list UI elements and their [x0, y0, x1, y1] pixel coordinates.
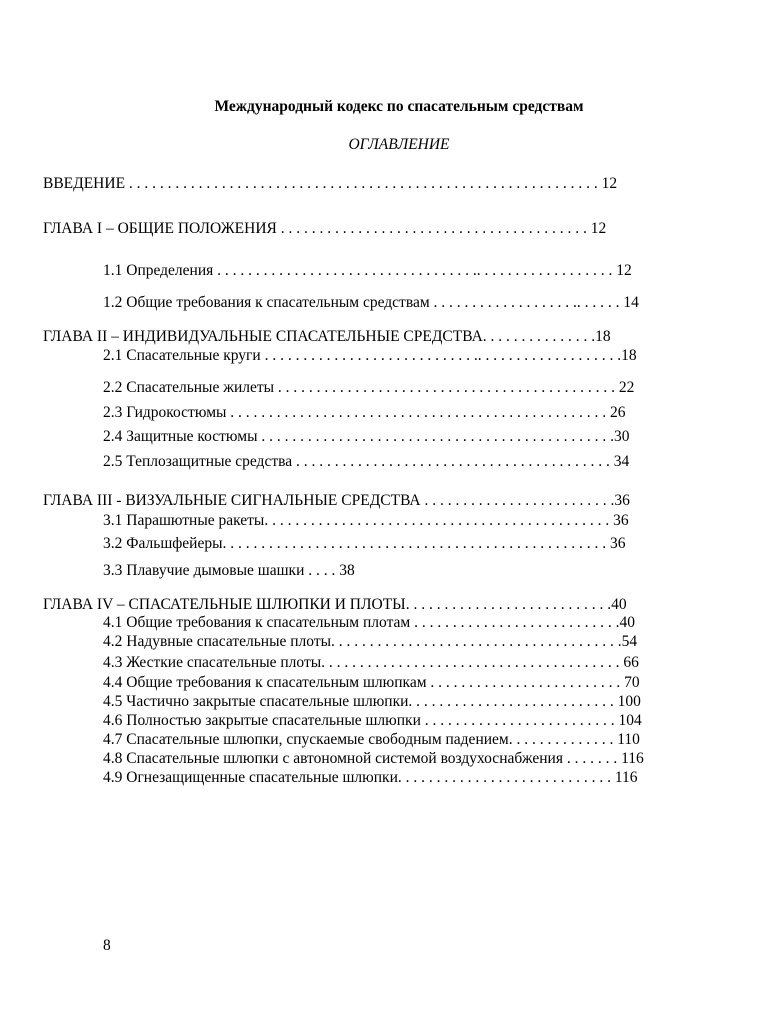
- toc-entry-4-9: 4.9 Огнезащищенные спасательные шлюпки. . . . . . . . . . . . . . . . . . . . . . . . . . . . 116: [103, 769, 638, 786]
- toc-entry-2-3: 2.3 Гидрокостюмы . . . . . . . . . . . . . . . . . . . . . . . . . . . . . . . . . . . . . . . . . . . . . . . . . 26: [103, 404, 626, 421]
- toc-entry-4-2: 4.2 Надувные спасательные плоты. . . . . . . . . . . . . . . . . . . . . . . . . . . . . . . . . . . . . .54: [103, 633, 638, 650]
- toc-entry-4-7: 4.7 Спасательные шлюпки, спускаемые свободным падением. . . . . . . . . . . . . . 110: [103, 731, 640, 748]
- toc-entry-1-1: 1.1 Определения . . . . . . . . . . . . . . . . . . . . . . . . . . . . . . . . . .. . . . . . . . . . . . . . . . . . 12: [103, 262, 632, 279]
- toc-entry-3-3: 3.3 Плавучие дымовые шашки . . . . 38: [103, 562, 355, 579]
- toc-entry-2-1: 2.1 Спасательные круги . . . . . . . . . . . . . . . . . . . . . . . . . . . .. . . . . . . . . . . . . . . . . . .18: [103, 347, 637, 364]
- toc-entry-4-5: 4.5 Частично закрытые спасательные шлюпки. . . . . . . . . . . . . . . . . . . . . . . . . . . 100: [103, 693, 641, 710]
- toc-entry-introduction: ВВЕДЕНИЕ . . . . . . . . . . . . . . . . . . . . . . . . . . . . . . . . . . . . . . . . . . . . . . . . . . . . . . . . . . . . . 12: [43, 175, 618, 192]
- toc-entry-chapter-4: ГЛАВА IV – СПАСАТЕЛЬНЫЕ ШЛЮПКИ И ПЛОТЫ. . . . . . . . . . . . . . . . . . . . . . . . . . .40: [43, 596, 627, 613]
- toc-entry-4-4: 4.4 Общие требования к спасательным шлюпкам . . . . . . . . . . . . . . . . . . . . . . . . . 70: [103, 674, 640, 691]
- toc-entry-4-8: 4.8 Спасательные шлюпки с автономной системой воздухоснабжения . . . . . . . 116: [103, 750, 644, 767]
- toc-entry-chapter-2: ГЛАВА II – ИНДИВИДУАЛЬНЫЕ СПАСАТЕЛЬНЫЕ СРЕДСТВА. . . . . . . . . . . . . . .18: [43, 328, 611, 345]
- toc-entry-4-6: 4.6 Полностью закрытые спасательные шлюпки . . . . . . . . . . . . . . . . . . . . . . . . . 104: [103, 712, 642, 729]
- toc-entry-1-2: 1.2 Общие требования к спасательным средствам . . . . . . . . . . . . . . . . . . .. . . . . . 14: [103, 294, 639, 311]
- toc-entry-2-4: 2.4 Защитные костюмы . . . . . . . . . . . . . . . . . . . . . . . . . . . . . . . . . . . . . . . . . . . . . .30: [103, 428, 630, 445]
- toc-entry-chapter-3: ГЛАВА III - ВИЗУАЛЬНЫЕ СИГНАЛЬНЫЕ СРЕДСТВА . . . . . . . . . . . . . . . . . . . . . . . . .36: [43, 492, 630, 509]
- toc-entry-chapter-1: ГЛАВА I – ОБЩИЕ ПОЛОЖЕНИЯ . . . . . . . . . . . . . . . . . . . . . . . . . . . . . . . . . . . . . . . . 12: [43, 220, 607, 237]
- toc-entry-3-2: 3.2 Фальшфейеры. . . . . . . . . . . . . . . . . . . . . . . . . . . . . . . . . . . . . . . . . . . . . . . . . . 36: [103, 535, 626, 552]
- document-title: Международный кодекс по спасательным средствам: [214, 98, 584, 115]
- page-number: 8: [103, 937, 111, 954]
- toc-entry-3-1: 3.1 Парашютные ракеты. . . . . . . . . . . . . . . . . . . . . . . . . . . . . . . . . . . . . . . . . . . . . 36: [103, 512, 629, 529]
- toc-entry-4-1: 4.1 Общие требования к спасательным плотам . . . . . . . . . . . . . . . . . . . . . . . . . . .40: [103, 614, 635, 631]
- toc-entry-2-2: 2.2 Спасательные жилеты . . . . . . . . . . . . . . . . . . . . . . . . . . . . . . . . . . . . . . . . . . . . 22: [103, 379, 635, 396]
- toc-heading: ОГЛАВЛЕНИЕ: [348, 136, 450, 153]
- toc-entry-4-3: 4.3 Жесткие спасательные плоты. . . . . . . . . . . . . . . . . . . . . . . . . . . . . . . . . . . . . . . 66: [103, 654, 639, 671]
- toc-entry-2-5: 2.5 Теплозащитные средства . . . . . . . . . . . . . . . . . . . . . . . . . . . . . . . . . . . . . . . . . 34: [103, 453, 630, 470]
